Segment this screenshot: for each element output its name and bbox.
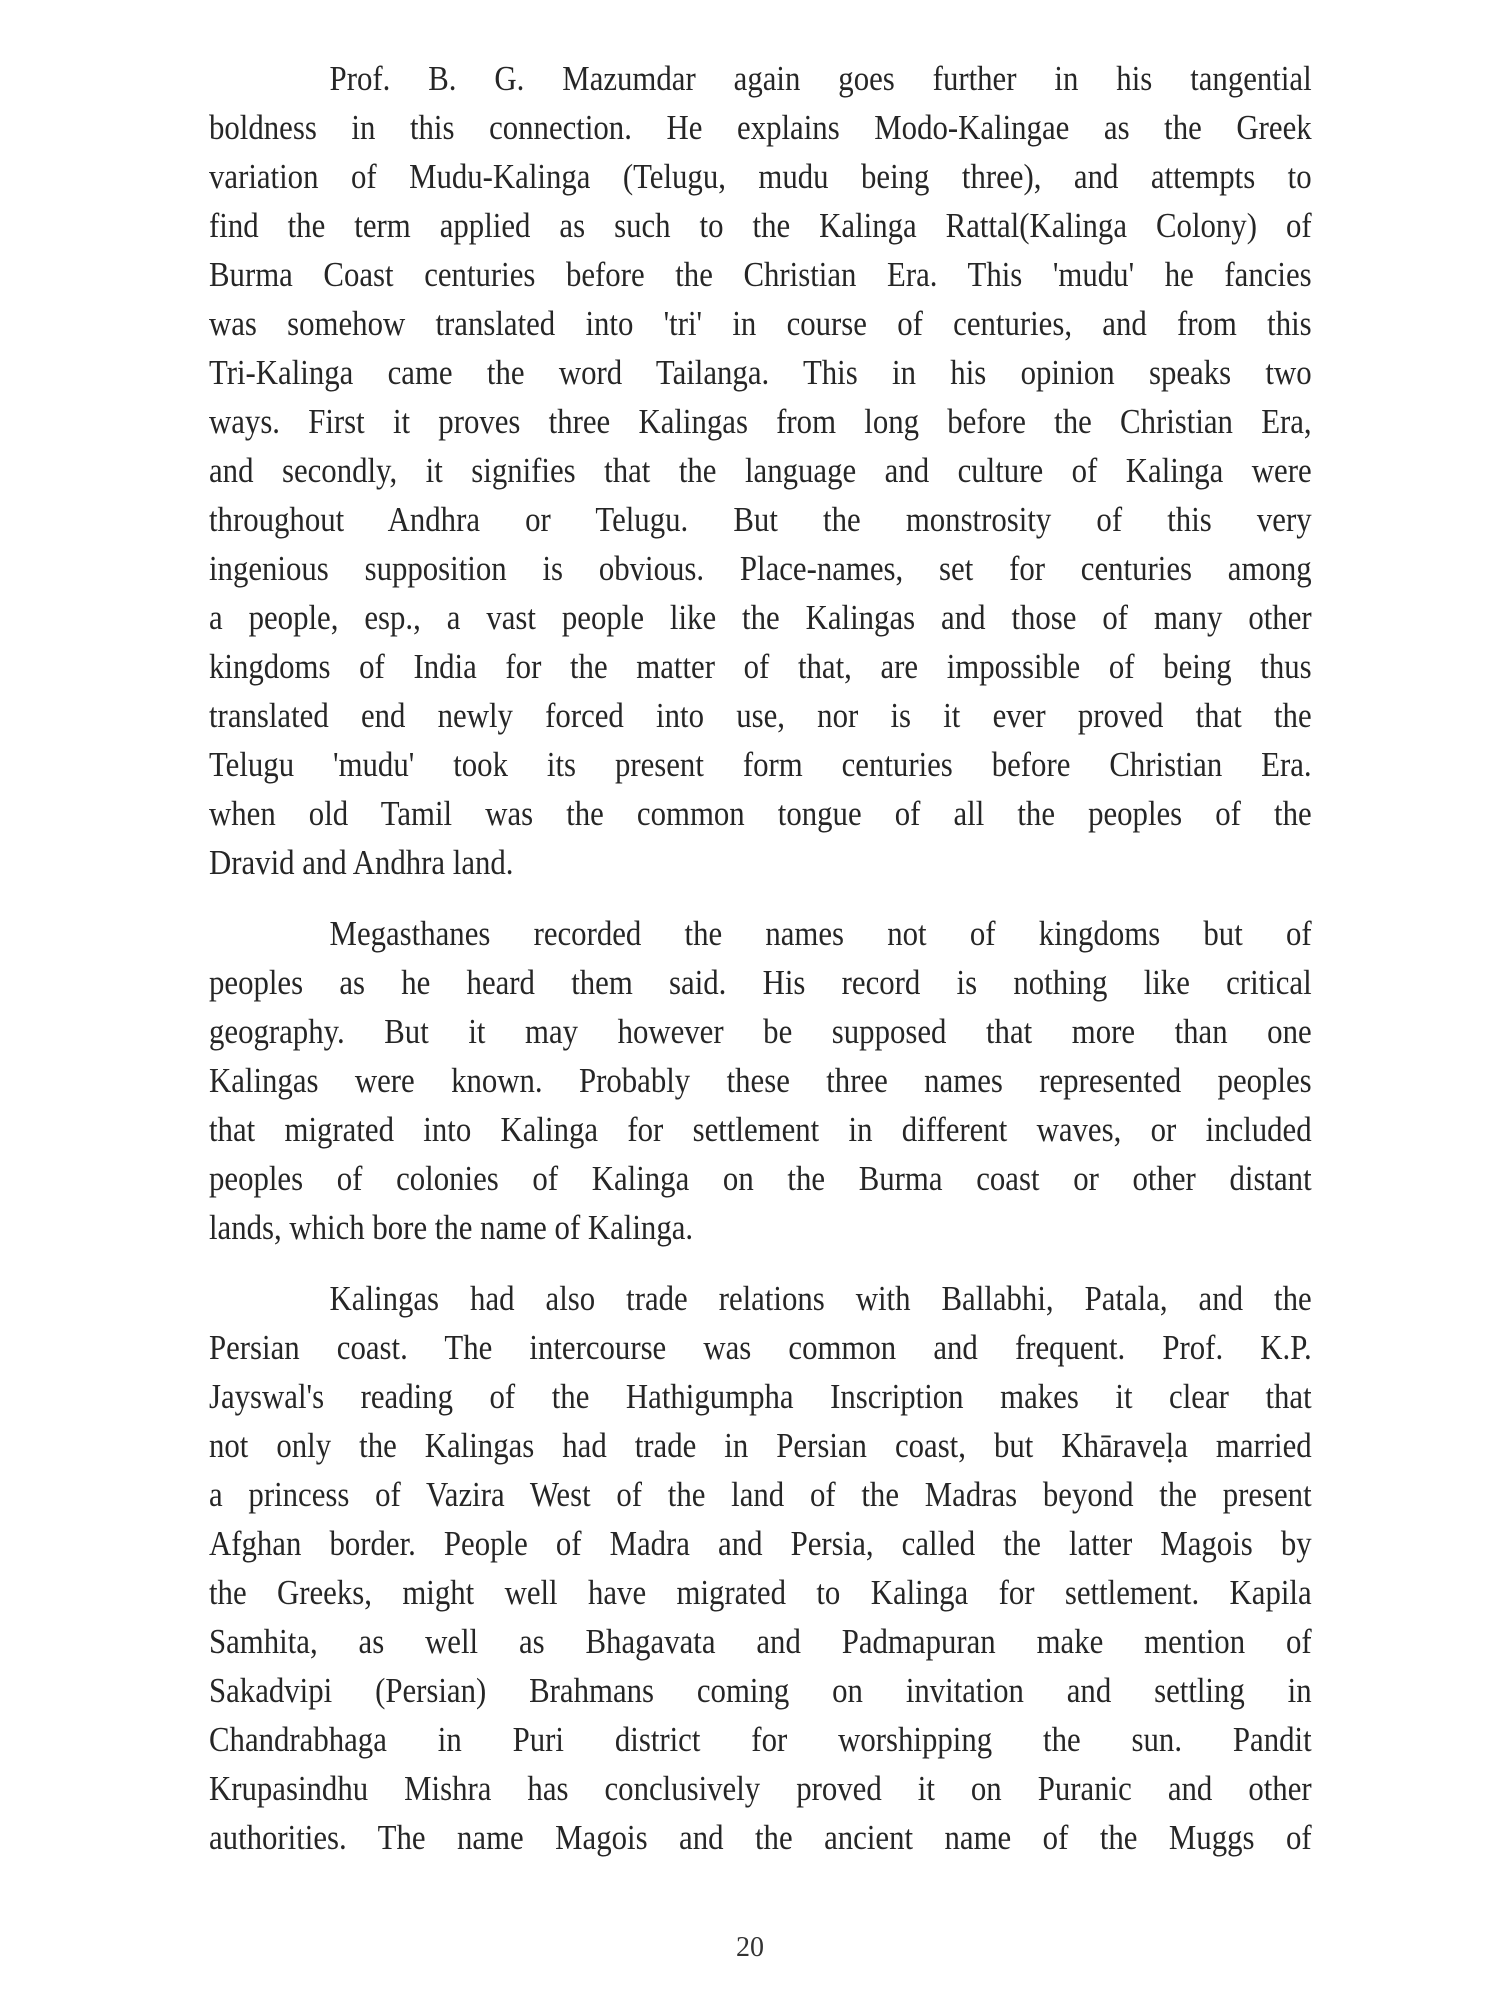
page-number: 20: [736, 1932, 764, 1963]
text-line: that migrated into Kalinga for settlement in different waves, or included: [209, 1110, 1312, 1149]
text-line: lands, which bore the name of Kalinga.: [209, 1208, 694, 1247]
text-line: kingdoms of India for the matter of that, are impossible of being thus: [209, 647, 1312, 686]
page-body: [209, 54, 1312, 1884]
text-line: ingenious supposition is obvious. Place-names, set for centuries among: [209, 549, 1312, 588]
text-line: not only the Kalingas had trade in Persian coast, but Khāraveḷa married: [209, 1426, 1312, 1465]
paragraph: [209, 909, 1312, 1252]
text-line: Megasthanes recorded the names not of kingdoms but of: [329, 914, 1312, 953]
text-line: translated end newly forced into use, nor is it ever proved that the: [209, 696, 1312, 735]
text-line: Dravid and Andhra land.: [209, 843, 514, 882]
text-line: Kalingas had also trade relations with Ballabhi, Patala, and the: [329, 1279, 1312, 1318]
text-line: Jayswal's reading of the Hathigumpha Inscription makes it clear that: [209, 1377, 1312, 1416]
text-line: Burma Coast centuries before the Christian Era. This 'mudu' he fancies: [209, 255, 1312, 294]
text-line: ways. First it proves three Kalingas from long before the Christian Era,: [209, 402, 1312, 441]
text-line: was somehow translated into 'tri' in course of centuries, and from this: [209, 304, 1312, 343]
text-line: Prof. B. G. Mazumdar again goes further in his tangential: [329, 59, 1312, 98]
text-line: Tri-Kalinga came the word Tailanga. This in his opinion speaks two: [209, 353, 1312, 392]
text-line: Krupasindhu Mishra has conclusively proved it on Puranic and other: [209, 1769, 1312, 1808]
text-line: Chandrabhaga in Puri district for worshipping the sun. Pandit: [209, 1720, 1312, 1759]
text-line: throughout Andhra or Telugu. But the monstrosity of this very: [209, 500, 1312, 539]
text-line: boldness in this connection. He explains Modo-Kalingae as the Greek: [209, 108, 1312, 147]
text-line: Persian coast. The intercourse was common and frequent. Prof. K.P.: [209, 1328, 1312, 1367]
text-line: a people, esp., a vast people like the Kalingas and those of many other: [209, 598, 1312, 637]
text-line: peoples as he heard them said. His record is nothing like critical: [209, 963, 1312, 1002]
paragraph: [209, 54, 1312, 887]
text-line: the Greeks, might well have migrated to Kalinga for settlement. Kapila: [209, 1573, 1312, 1612]
text-line: authorities. The name Magois and the ancient name of the Muggs of: [209, 1818, 1312, 1857]
paragraph: [209, 1274, 1312, 1862]
text-line: Kalingas were known. Probably these three names represented peoples: [209, 1061, 1312, 1100]
text-line: Afghan border. People of Madra and Persia, called the latter Magois by: [209, 1524, 1312, 1563]
text-line: when old Tamil was the common tongue of all the peoples of the: [209, 794, 1312, 833]
text-line: peoples of colonies of Kalinga on the Burma coast or other distant: [209, 1159, 1312, 1198]
text-line: Sakadvipi (Persian) Brahmans coming on invitation and settling in: [209, 1671, 1312, 1710]
text-line: Samhita, as well as Bhagavata and Padmapuran make mention of: [209, 1622, 1312, 1661]
text-line: Telugu 'mudu' took its present form centuries before Christian Era.: [209, 745, 1312, 784]
text-line: variation of Mudu-Kalinga (Telugu, mudu being three), and attempts to: [209, 157, 1312, 196]
text-line: find the term applied as such to the Kalinga Rattal(Kalinga Colony) of: [209, 206, 1312, 245]
text-line: and secondly, it signifies that the language and culture of Kalinga were: [209, 451, 1312, 490]
text-line: a princess of Vazira West of the land of the Madras beyond the present: [209, 1475, 1312, 1514]
text-line: geography. But it may however be supposed that more than one: [209, 1012, 1312, 1051]
